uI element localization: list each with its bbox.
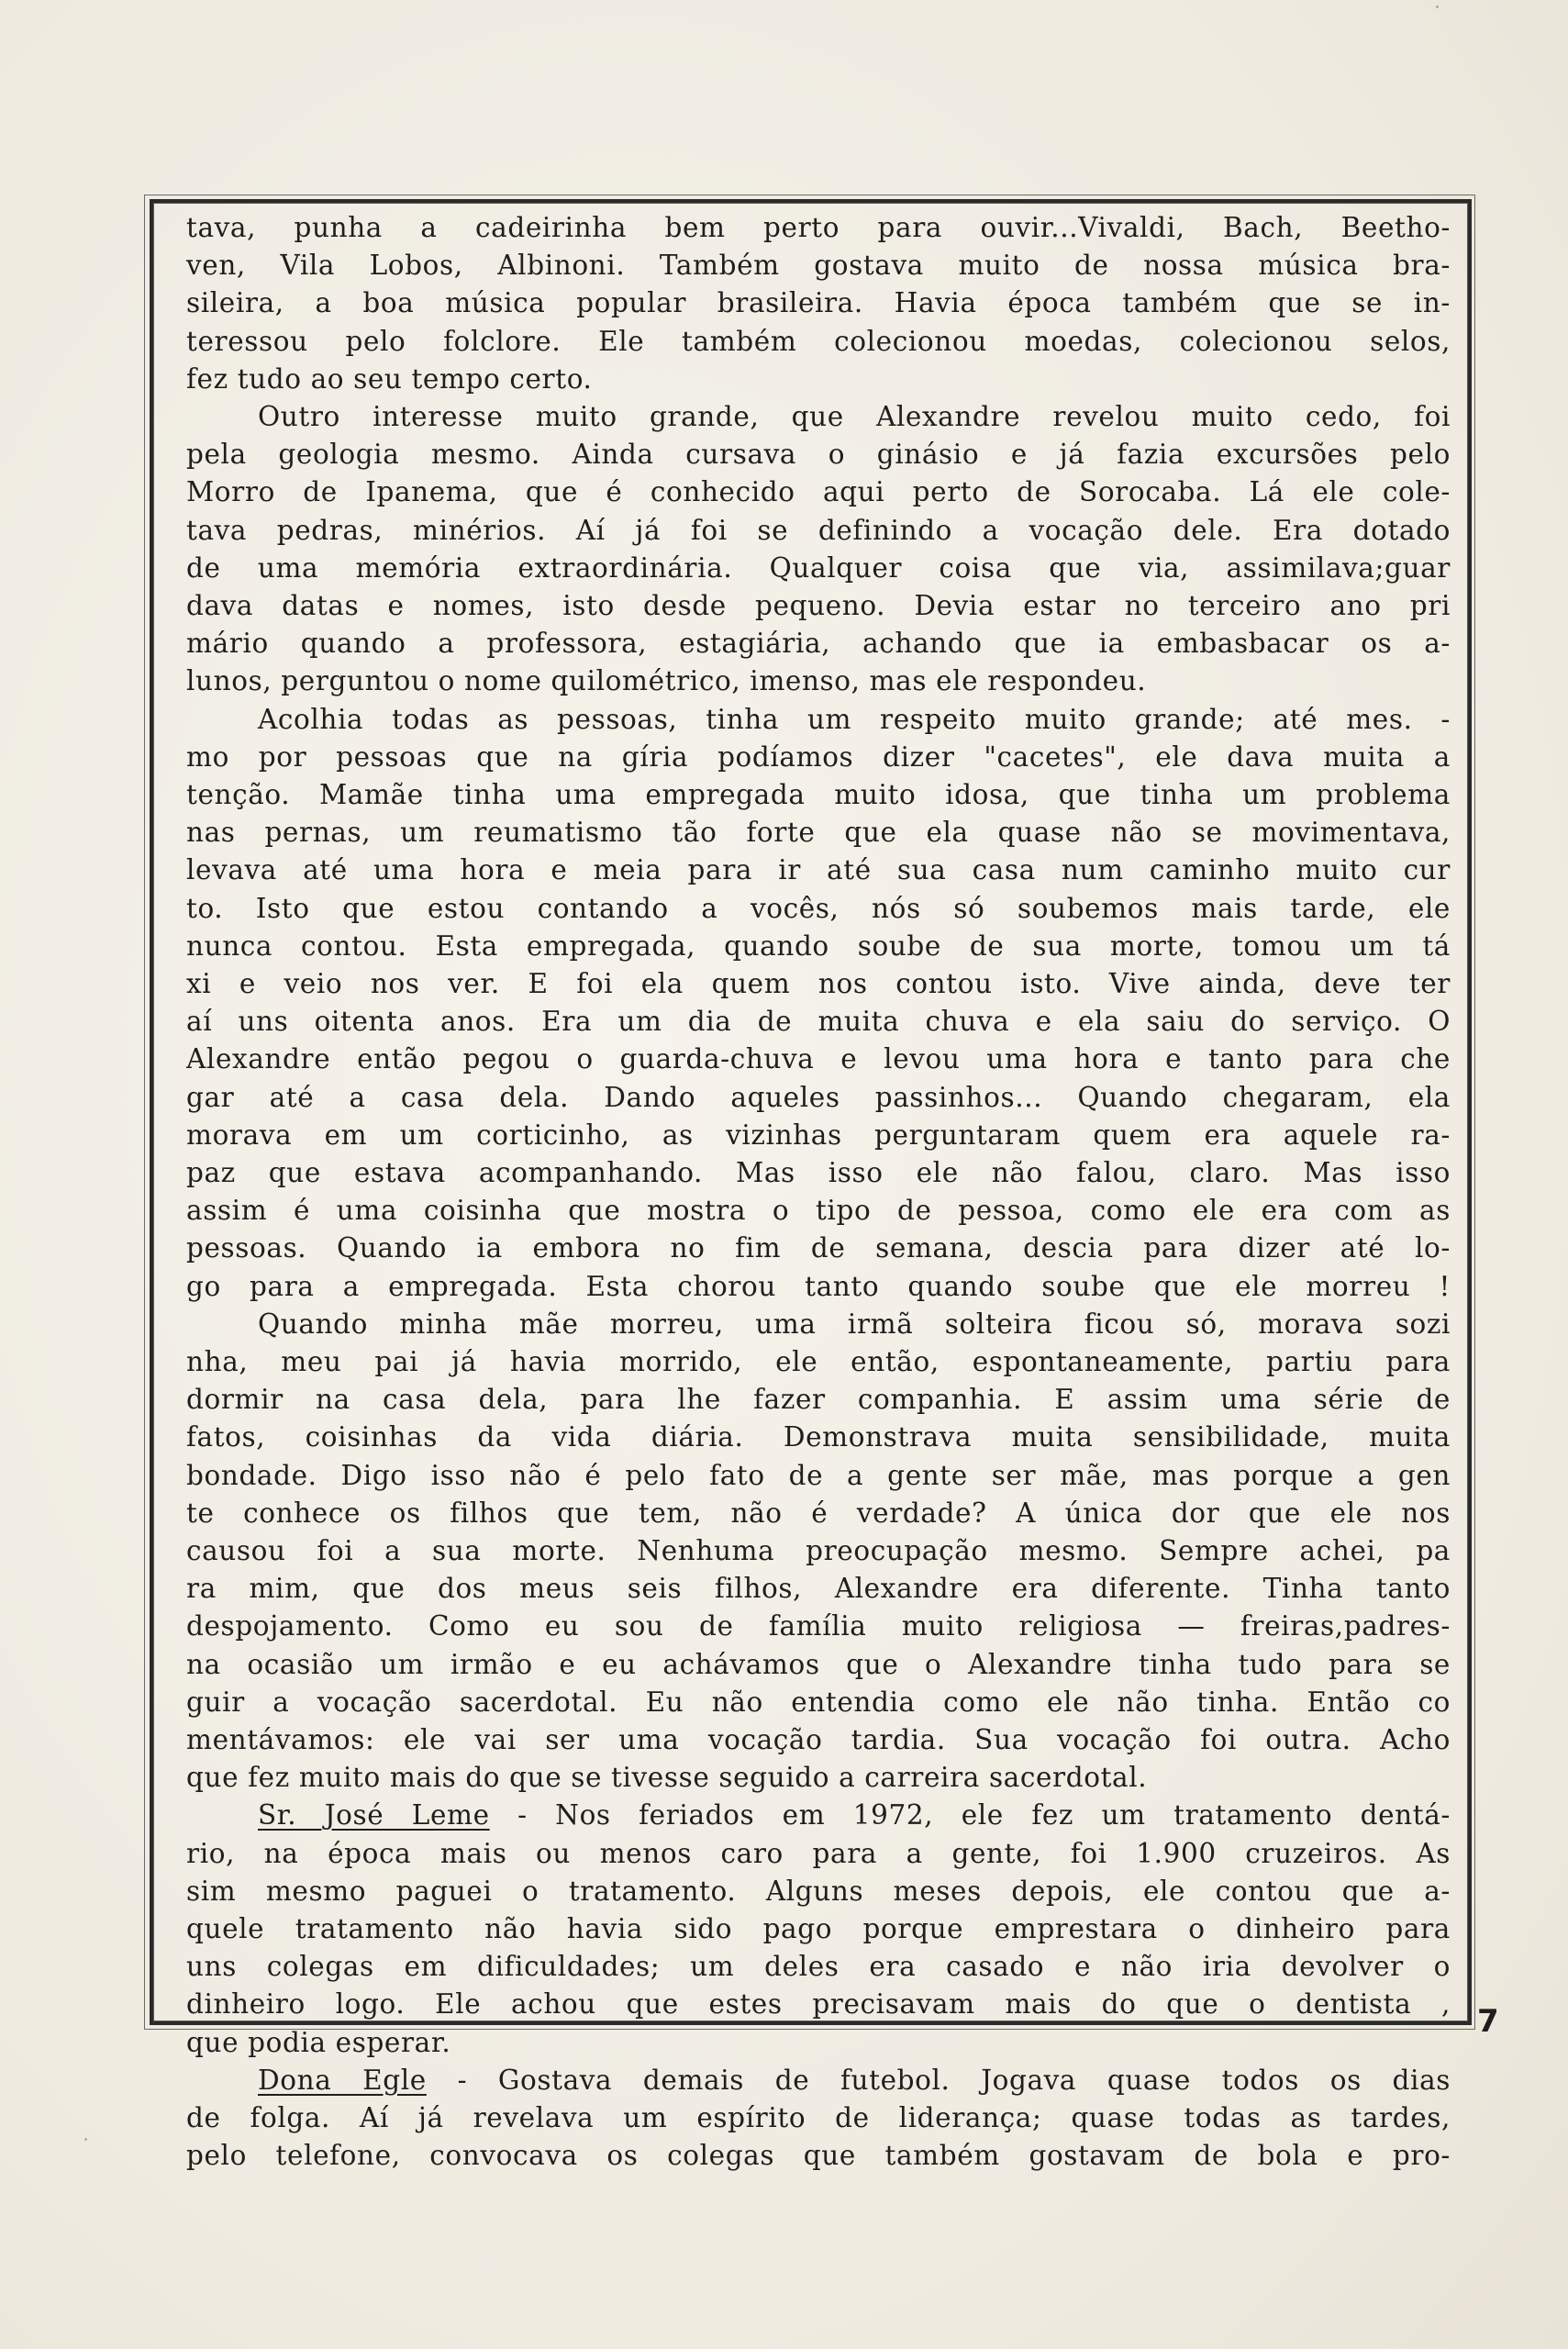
text-line: te conhece os filhos que tem, não é verdade? A única dor que ele nos xyxy=(186,1497,1451,1529)
text-line: tava pedras, minérios. Aí já foi se definindo a vocação dele. Era dotado xyxy=(186,514,1451,546)
speaker-name: Sr. José Leme xyxy=(258,1799,490,1831)
text-line: na ocasião um irmão e eu achávamos que o Alexandre tinha tudo para se xyxy=(186,1648,1451,1680)
text-line: Alexandre então pegou o guarda-chuva e levou uma hora e tanto para che xyxy=(186,1043,1451,1075)
text-line xyxy=(186,1797,1451,1834)
text-line: fatos, coisinhas da vida diária. Demonstrava muita sensibilidade, muita xyxy=(186,1421,1451,1453)
text-line: xi e veio nos ver. E foi ela quem nos contou isto. Vive ainda, deve ter xyxy=(186,968,1451,999)
text-line: nas pernas, um reumatismo tão forte que ela quase não se movimentava, xyxy=(186,817,1451,849)
text-line: nha, meu pai já havia morrido, ele então, espontaneamente, partiu para xyxy=(186,1346,1451,1377)
text-line: ven, Vila Lobos, Albinoni. Também gostava muito de nossa música bra- xyxy=(186,250,1451,282)
text-line: fez tudo ao seu tempo certo. xyxy=(186,362,593,395)
text-line: lunos, perguntou o nome quilométrico, imenso, mas ele respondeu. xyxy=(186,665,1147,697)
text-line: paz que estava acompanhando. Mas isso ele não falou, claro. Mas isso xyxy=(186,1157,1451,1188)
text-line: Acolhia todas as pessoas, tinha um respeito muito grande; até mes. - xyxy=(258,703,1451,735)
text-line: rio, na época mais ou menos caro para a gente, foi 1.900 cruzeiros. As xyxy=(186,1837,1451,1869)
text-line: despojamento. Como eu sou de família muito religiosa — freiras,padres- xyxy=(186,1610,1451,1642)
body-text xyxy=(186,209,1451,2172)
text-line: assim é uma coisinha que mostra o tipo de pessoa, como ele era com as xyxy=(186,1195,1451,1227)
text-line: quele tratamento não havia sido pago porque emprestara o dinheiro para xyxy=(186,1913,1451,1944)
text-line: nunca contou. Esta empregada, quando soube de sua morte, tomou um tá xyxy=(186,930,1451,962)
text-line xyxy=(186,2062,1451,2099)
text-line: pelo telefone, convocava os colegas que também gostavam de bola e pro- xyxy=(186,2140,1451,2172)
text-line: tava, punha a cadeirinha bem perto para ouvir...Vivaldi, Bach, Beetho- xyxy=(186,212,1451,243)
text-line: ra mim, que dos meus seis filhos, Alexandre era diferente. Tinha tanto xyxy=(186,1573,1451,1605)
text-line: morava em um corticinho, as vizinhas perguntaram quem era aquele ra- xyxy=(186,1119,1451,1151)
text-line: mo por pessoas que na gíria podíamos dizer "cacetes", ele dava muita a xyxy=(186,740,1451,773)
text-line: causou foi a sua morte. Nenhuma preocupação mesmo. Sempre achei, pa xyxy=(186,1535,1451,1566)
text-line: de folga. Aí já revelava um espírito de liderança; quase todas as tardes, xyxy=(186,2102,1451,2133)
text-line: de uma memória extraordinária. Qualquer coisa que via, assimilava;guar xyxy=(186,551,1451,584)
text-line: mentávamos: ele vai ser uma vocação tardia. Sua vocação foi outra. Acho xyxy=(186,1724,1451,1755)
speaker-name: Dona Egle xyxy=(258,2064,427,2096)
text-line: go para a empregada. Esta chorou tanto quando soube que ele morreu ! xyxy=(186,1270,1451,1302)
text-line: dava datas e nomes, isto desde pequeno. Devia estar no terceiro ano pri xyxy=(186,590,1451,621)
page-number: 7 xyxy=(1477,2003,1499,2040)
text-line: guir a vocação sacerdotal. Eu não entendia como ele não tinha. Então co xyxy=(186,1686,1451,1718)
text-line: uns colegas em dificuldades; um deles era casado e não iria devolver o xyxy=(186,1951,1451,1983)
line-text: - Nos feriados em 1972, ele fez um tratamento dentá- xyxy=(489,1799,1451,1831)
text-line: Morro de Ipanema, que é conhecido aqui perto de Sorocaba. Lá ele cole- xyxy=(186,476,1451,508)
text-line: bondade. Digo isso não é pelo fato de a gente ser mãe, mas porque a gen xyxy=(186,1459,1451,1491)
text-line: teressou pelo folclore. Ele também colecionou moedas, colecionou selos, xyxy=(186,325,1451,357)
text-line: dormir na casa dela, para lhe fazer companhia. E assim uma série de xyxy=(186,1384,1451,1416)
text-line: que podia esperar. xyxy=(186,2026,451,2058)
paper-speck xyxy=(1436,6,1439,8)
text-line: dinheiro logo. Ele achou que estes precisavam mais do que o dentista , xyxy=(186,1988,1451,2021)
text-line: pessoas. Quando ia embora no fim de semana, descia para dizer até lo- xyxy=(186,1232,1451,1264)
text-line: sim mesmo paguei o tratamento. Alguns meses depois, ele contou que a- xyxy=(186,1875,1451,1907)
text-line: Quando minha mãe morreu, uma irmã solteira ficou só, morava sozi xyxy=(258,1308,1451,1340)
text-line: pela geologia mesmo. Ainda cursava o ginásio e já fazia excursões pelo xyxy=(186,439,1451,471)
text-line: levava até uma hora e meia para ir até sua casa num caminho muito cur xyxy=(186,854,1451,886)
text-line: que fez muito mais do que se tivesse seguido a carreira sacerdotal. xyxy=(186,1762,1148,1794)
text-line: aí uns oitenta anos. Era um dia de muita chuva e ela saiu do serviço. O xyxy=(186,1006,1451,1038)
paper-speck xyxy=(84,2138,87,2141)
text-line: mário quando a professora, estagiária, achando que ia embasbacar os a- xyxy=(186,628,1451,660)
text-line: to. Isto que estou contando a vocês, nós só soubemos mais tarde, ele xyxy=(186,892,1451,924)
text-line: Outro interesse muito grande, que Alexandre revelou muito cedo, foi xyxy=(258,401,1451,432)
line-text: - Gostava demais de futebol. Jogava quase todos os dias xyxy=(426,2064,1451,2096)
text-line: gar até a casa dela. Dando aqueles passinhos... Quando chegaram, ela xyxy=(186,1081,1451,1113)
text-line: tenção. Mamãe tinha uma empregada muito idosa, que tinha um problema xyxy=(186,779,1451,810)
text-line: sileira, a boa música popular brasileira. Havia época também que se in- xyxy=(186,287,1451,319)
